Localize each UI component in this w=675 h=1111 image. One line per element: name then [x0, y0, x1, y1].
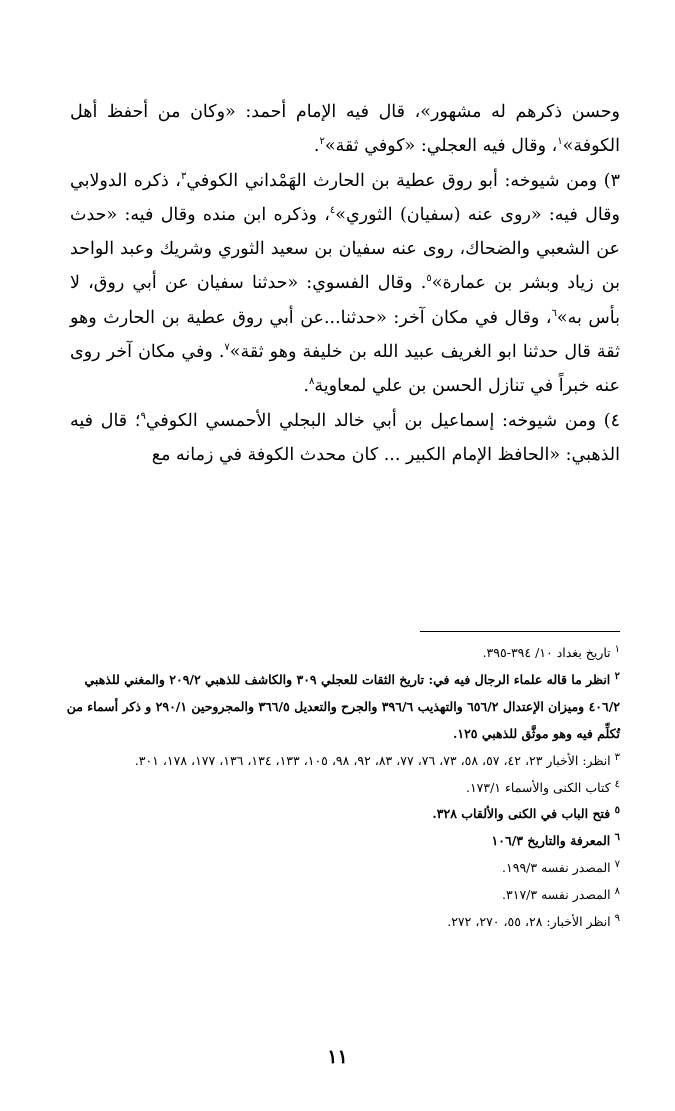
footnote-separator	[420, 631, 620, 632]
body-text-run: وحسن ذكرهم له مشهور»، قال فيه الإمام أحمد: «وكان من أحفظ أهل الكوفة»	[70, 102, 620, 157]
body-text-run: ، وقال في مكان آخر: «حدثنا...عن أبي روق عطية بن الحارث وهو ثقة قال حدثنا ابو الغريف عبيد الله بن خليفة وهو ثقة»	[70, 307, 620, 363]
footnote-marker: ٦	[551, 307, 557, 319]
footnote	[60, 909, 620, 936]
body-text-run: ٤) ومن شيوخه: إسماعيل بن أبي خالد البجلي الأحمسي الكوفي	[145, 410, 620, 431]
body-text-run: ، ذكره الدولابي وقال فيه: «روى عنه (سفيان) الثوري»	[70, 170, 620, 225]
footnote	[60, 855, 620, 882]
footnote-number: ٩	[614, 912, 620, 924]
footnote	[60, 748, 620, 775]
body-paragraph	[70, 164, 620, 404]
footnote	[60, 801, 620, 828]
body-paragraph	[70, 404, 620, 473]
footnote-text: المصدر نفسه ٣١٧/٣.	[502, 887, 615, 903]
body-text-run: .	[303, 376, 309, 397]
footnote-marker: ١	[557, 136, 563, 148]
body-text-run: ٣) ومن شيوخه: أبو روق عطية بن الحارث الهَمْداني الكوفي	[186, 170, 620, 191]
footnote-text: المصدر نفسه ١٩٩/٣.	[502, 860, 615, 876]
footnote-marker: ٥	[426, 273, 432, 285]
footnote	[60, 882, 620, 909]
footnote	[60, 667, 620, 748]
main-text	[70, 95, 620, 472]
body-paragraph	[70, 95, 620, 164]
body-text-run: . وقال الفسوي: «حدثنا سفيان عن أبي روق، لا بأس به»	[70, 273, 620, 328]
footnote-text: انظر الأخبار: ٢٨، ٥٥، ٢٧٠، ٢٧٢.	[447, 914, 615, 930]
footnote-marker: ٢	[319, 136, 325, 148]
footnote-number: ١	[614, 643, 620, 655]
body-text-run: . وفي مكان آخر روى عنه خبراً في تنازل الحسن بن علي لمعاوية	[70, 342, 620, 397]
body-text-run: ، وقال فيه العجلي: «كوفي ثقة»	[324, 136, 558, 157]
footnote-number: ٣	[614, 751, 620, 763]
footnote	[60, 775, 620, 802]
footnotes	[60, 640, 620, 936]
footnote-number: ٧	[614, 859, 620, 871]
body-text-run: ؛ قال فيه الذهبي: «الحافظ الإمام الكبير ... كان محدث الكوفة في زمانه مع	[70, 410, 620, 465]
footnote-marker: ٧	[224, 342, 230, 354]
footnote-text: فتح الباب في الكنى والألقاب ٣٢٨.	[432, 806, 615, 822]
footnote-number: ٤	[614, 778, 620, 790]
footnote-marker: ٣	[180, 170, 187, 182]
footnote-marker: ٨	[308, 376, 315, 388]
footnote-text: انظر: الأخبار ٢٣، ٤٢، ٥٧، ٥٨، ٧٣، ٧٦، ٧٧، ٨٣، ٩٢، ٩٨، ١٠٥، ١٣٣، ١٣٤، ١٣٦، ١٧٧، ١٧٨، ٣٠١.	[134, 752, 615, 768]
footnote-number: ٨	[614, 886, 620, 897]
footnote-number: ٥	[614, 805, 620, 817]
footnote-text: تاريخ بغداد ١٠/ ٣٩٤-٣٩٥.	[482, 645, 615, 660]
footnote-text: كتاب الكنى والأسماء ١٧٣/١.	[465, 779, 615, 795]
page-number: ١١	[327, 1046, 348, 1068]
body-text-run: .	[313, 136, 320, 157]
footnote-marker: ٩	[140, 410, 146, 422]
footnote-number: ٢	[614, 670, 620, 682]
footnote-marker: ٤	[329, 205, 336, 217]
footnote	[60, 828, 620, 855]
footnote	[60, 640, 620, 667]
footnote-text: المعرفة والتاريخ ١٠٦/٣	[491, 833, 615, 849]
footnote-text: انظر ما قاله علماء الرجال فيه في: تاريخ الثقات للعجلي ٣٠٩ والكاشف للذهبي ٢٠٩/٢ والمغني للذهبي ٤٠٦/٢ وميزان الإعتدال ٦٥٦/٢ والتهذيب ٣٩٦/٦ والجرح والتعديل ٣٦٦/٥ والمجروحين ٢٩٠/١ و ذكر أسماء من تُكلِّم فيه وهو موثَّق للذهبي ١٢٥.	[66, 671, 620, 741]
footnote-number: ٦	[614, 832, 620, 844]
body-text-run: ، وذكره ابن منده وقال فيه: «حدث عن الشعبي والضحاك، روى عنه سفيان بن سعيد الثوري وشريك وعبد الواحد بن زياد وبشر بن عمارة»	[70, 204, 621, 294]
